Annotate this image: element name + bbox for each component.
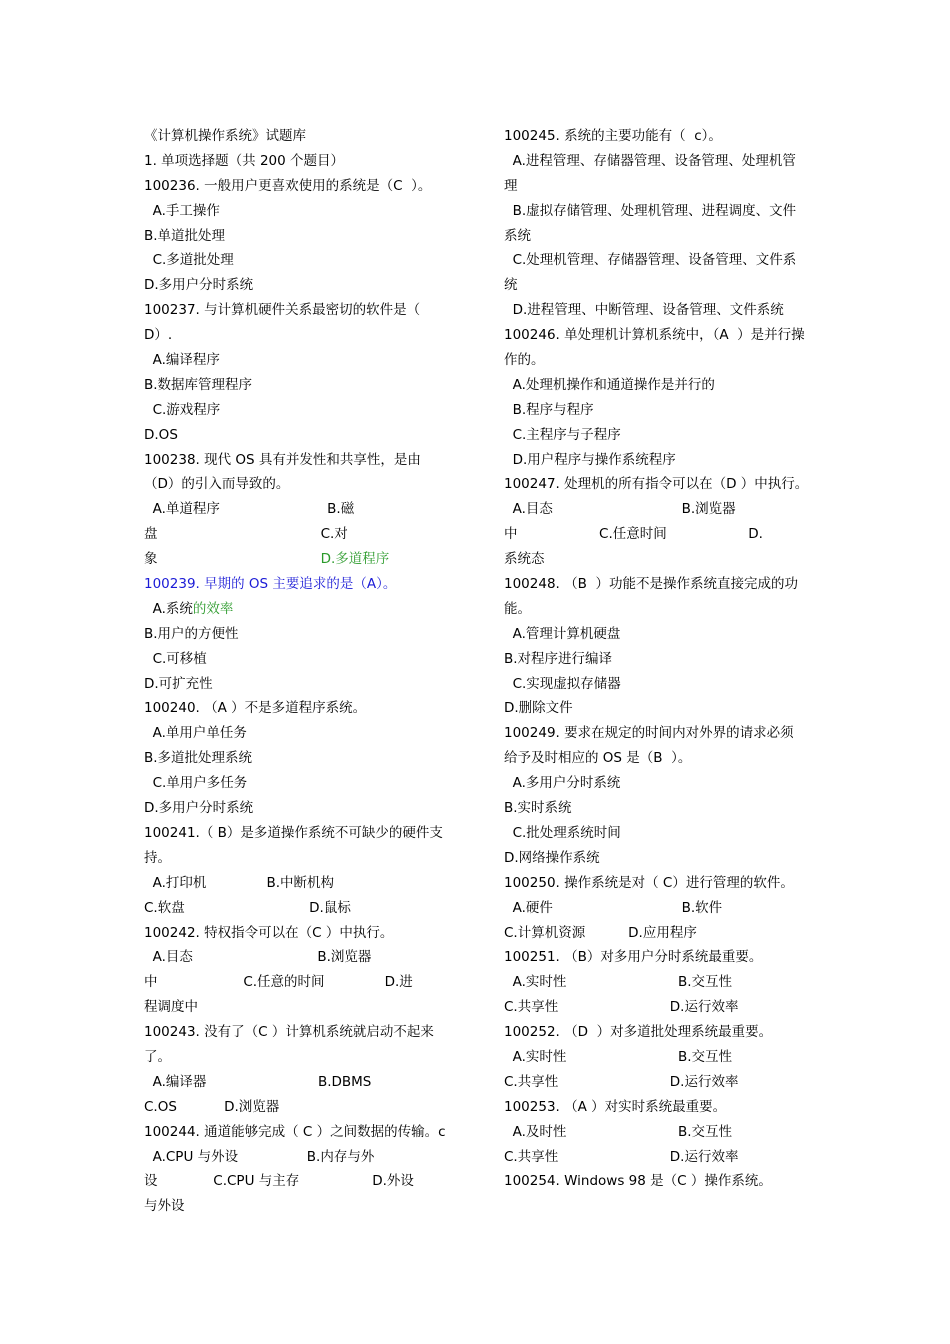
text-line: 盘 C.对 <box>144 526 348 543</box>
text-line: A.进程管理、存储器管理、设备管理、处理机管 <box>504 152 796 169</box>
text-line: （D）的引入而导致的。 <box>144 476 290 493</box>
text-line: C.共享性 D.运行效率 <box>504 1073 739 1090</box>
text-line: D.进程管理、中断管理、设备管理、文件系统 <box>504 302 784 319</box>
text-line: C.共享性 D.运行效率 <box>504 999 739 1016</box>
text-line: A.实时性 B.交互性 <box>504 974 732 991</box>
text-line: A.及时性 B.交互性 <box>504 1123 732 1140</box>
text-line: A.编译程序 <box>144 352 220 369</box>
text-line: 100247. 处理机的所有指令可以在（D ）中执行。 <box>504 476 809 493</box>
text-line: 100236. 一般用户更喜欢使用的系统是（C ）。 <box>144 177 432 194</box>
text-line: A.管理计算机硬盘 <box>504 625 621 642</box>
text-line: A.单用户单任务 <box>144 725 247 742</box>
text-line: 系统态 <box>504 551 545 568</box>
text-line: C.多道批处理 <box>144 252 234 269</box>
text-line: 100240. （A ）不是多道程序系统。 <box>144 700 367 717</box>
text-line: A.硬件 B.软件 <box>504 899 723 916</box>
text-line: 1. 单项选择题（共 200 个题目） <box>144 152 345 169</box>
text-line: 100251. （B）对多用户分时系统最重要。 <box>504 949 763 966</box>
text-line: 100245. 系统的主要功能有（ c）。 <box>504 128 722 144</box>
text-line: 100248. （B ）功能不是操作系统直接完成的功 <box>504 576 798 593</box>
text-line: A.实时性 B.交互性 <box>504 1048 732 1065</box>
text-line: A.打印机 B.中断机构 <box>144 874 335 891</box>
text-line: B.对程序进行编译 <box>504 650 613 667</box>
text-line: D）. <box>144 327 173 344</box>
text-line: 100242. 特权指令可以在（C ）中执行。 <box>144 924 394 941</box>
text-line: 理 <box>504 177 518 194</box>
highlighted-text: 的效率 <box>192 600 234 617</box>
text-line: D.多用户分时系统 <box>144 800 254 817</box>
text-line: B.虚拟存储管理、处理机管理、进程调度、文件 <box>504 202 797 219</box>
text-line: D.用户程序与操作系统程序 <box>504 451 676 468</box>
text-line: A.目态 B.浏览器 <box>504 501 736 518</box>
text-line: B.多道批处理系统 <box>144 750 253 767</box>
left-column <box>144 124 454 1219</box>
highlighted-answer: D.多道程序 <box>320 551 390 568</box>
text-line: 100241.（ B）是多道操作系统不可缺少的硬件支 <box>144 824 443 841</box>
text-line: 100237. 与计算机硬件关系最密切的软件是（ <box>144 302 421 319</box>
text-line: 100249. 要求在规定的时间内对外界的请求必须 <box>504 725 794 742</box>
text-line: D.删除文件 <box>504 700 573 717</box>
text-line: A.目态 B.浏览器 <box>144 949 372 966</box>
text-line: C.共享性 D.运行效率 <box>504 1148 739 1165</box>
text-line: C.批处理系统时间 <box>504 824 621 841</box>
text-line: 《计算机操作系统》试题库 <box>144 128 306 144</box>
text-line: 能。 <box>504 600 531 617</box>
text-line: 100243. 没有了（C ）计算机系统就启动不起来 <box>144 1024 434 1041</box>
text-line: D.OS <box>144 426 178 443</box>
text-line: 中 C.任意的时间 D.进 <box>144 974 413 991</box>
text-line: A.多用户分时系统 <box>504 775 621 792</box>
text-line: 100253. （A ）对实时系统最重要。 <box>504 1098 727 1115</box>
text-line: C.软盘 D.鼠标 <box>144 899 351 916</box>
text-line: A.CPU 与外设 B.内存与外 <box>144 1148 375 1165</box>
text-line: C.单用户多任务 <box>144 775 248 792</box>
text-line: C.计算机资源 D.应用程序 <box>504 924 697 941</box>
text-line: 作的。 <box>504 352 545 369</box>
text-line: B.实时系统 <box>504 800 572 817</box>
text-line: 持。 <box>144 849 171 866</box>
text-line: 100244. 通道能够完成（ C ）之间数据的传输。c <box>144 1123 446 1140</box>
text-line: 与外设 <box>144 1198 185 1215</box>
text-line: A.单道程序 B.磁 <box>144 501 355 518</box>
text-line: 程调度中 <box>144 999 198 1016</box>
text-line: 统 <box>504 277 518 294</box>
text-line <box>144 547 454 572</box>
text-line <box>144 597 454 622</box>
text-line: C.可移植 <box>144 650 207 667</box>
text-line: A.处理机操作和通道操作是并行的 <box>504 376 715 393</box>
right-column <box>504 124 814 1194</box>
text-line: 中 C.任意时间 D. <box>504 526 763 543</box>
text-line: 给予及时相应的 OS 是（B ）。 <box>504 750 692 767</box>
text-line: B.单道批处理 <box>144 227 226 244</box>
text-segment: 象 <box>144 551 321 568</box>
text-line: A.编译器 B.DBMS <box>144 1073 372 1090</box>
text-line: C.处理机管理、存储器管理、设备管理、文件系 <box>504 252 797 269</box>
text-line: B.用户的方便性 <box>144 625 239 642</box>
text-line: B.程序与程序 <box>504 401 594 418</box>
text-line: 100250. 操作系统是对（ C）进行管理的软件。 <box>504 874 794 891</box>
text-line: 100239. 早期的 OS 主要追求的是（A）。 <box>144 576 397 593</box>
text-line: C.实现虚拟存储器 <box>504 675 621 692</box>
text-line: C.游戏程序 <box>144 401 221 418</box>
text-line: D.可扩充性 <box>144 675 213 692</box>
text-line: C.主程序与子程序 <box>504 426 621 443</box>
text-line: 100246. 单处理机计算机系统中，（A ）是并行操 <box>504 327 805 344</box>
text-line: C.OS D.浏览器 <box>144 1098 280 1115</box>
text-line: 系统 <box>504 227 531 244</box>
text-line: D.网络操作系统 <box>504 849 600 866</box>
text-line: 100252. （D ）对多道批处理系统最重要。 <box>504 1024 773 1041</box>
text-line: 100238. 现代 OS 具有并发性和共享性，是由 <box>144 451 421 468</box>
text-line: 100254. Windows 98 是（C ）操作系统。 <box>504 1173 772 1190</box>
text-segment: A.系统 <box>144 600 193 617</box>
text-line: A.手工操作 <box>144 202 220 219</box>
text-line: 了。 <box>144 1048 171 1065</box>
text-line: B.数据库管理程序 <box>144 376 253 393</box>
text-line: D.多用户分时系统 <box>144 277 254 294</box>
text-line: 设 C.CPU 与主存 D.外设 <box>144 1173 414 1190</box>
